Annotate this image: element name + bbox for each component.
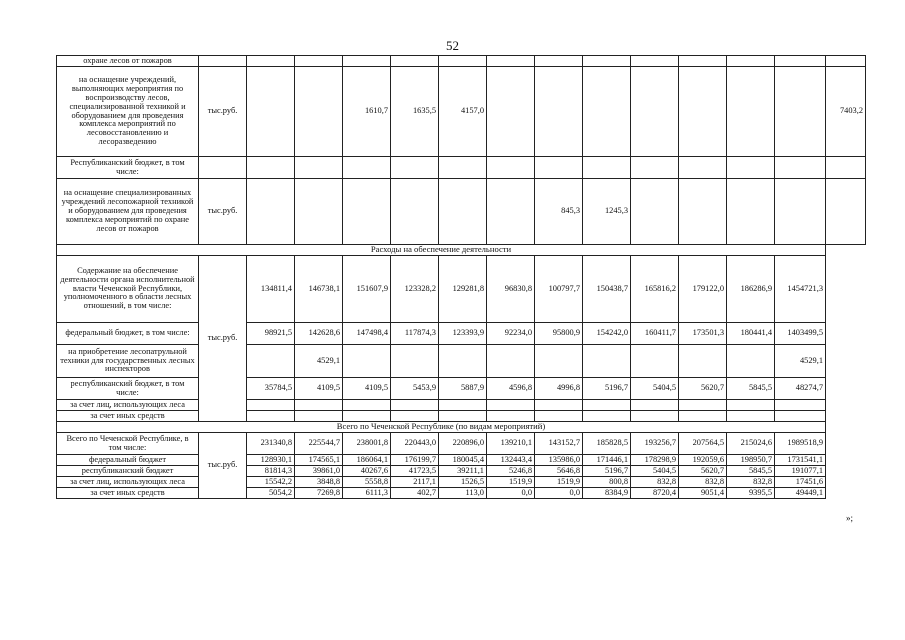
value-cell: 0,0: [535, 488, 583, 499]
table-row: [57, 455, 866, 466]
value-cell: [535, 157, 583, 179]
row-label: Всего по Чеченской Республике, в том числе:: [57, 433, 199, 455]
value-cell: 146738,1: [295, 256, 343, 323]
value-cell: [583, 56, 631, 67]
table-row: [57, 179, 866, 245]
value-cell: 2117,1: [391, 477, 439, 488]
value-cell: [583, 411, 631, 422]
value-cell: [775, 157, 826, 179]
value-cell: 5196,7: [583, 466, 631, 477]
row-label: на оснащение специализированных учреждений лесопожарной техникой и оборудованием для проведения комплекса мероприятий по охране лесов от пожаров: [57, 179, 199, 245]
table-row: [57, 157, 866, 179]
value-cell: 186286,9: [727, 256, 775, 323]
value-cell: [295, 179, 343, 245]
row-label: республиканский бюджет, в том числе:: [57, 378, 199, 400]
value-cell: [487, 56, 535, 67]
value-cell: 143152,7: [535, 433, 583, 455]
value-cell: 8720,4: [631, 488, 679, 499]
value-cell: [826, 157, 866, 179]
value-cell: 151607,9: [343, 256, 391, 323]
table-row: [57, 56, 866, 67]
value-cell: 1731541,1: [775, 455, 826, 466]
value-cell: [679, 411, 727, 422]
value-cell: [535, 67, 583, 157]
value-cell: 220443,0: [391, 433, 439, 455]
value-cell: [487, 67, 535, 157]
value-cell: 113,0: [439, 488, 487, 499]
value-cell: 95800,9: [535, 323, 583, 345]
value-cell: 5404,5: [631, 466, 679, 477]
value-cell: 165816,2: [631, 256, 679, 323]
value-cell: [343, 179, 391, 245]
section-header: Расходы на обеспечение деятельности: [57, 245, 826, 256]
value-cell: [391, 157, 439, 179]
value-cell: 800,8: [583, 477, 631, 488]
value-cell: [439, 411, 487, 422]
value-cell: [631, 67, 679, 157]
value-cell: [439, 56, 487, 67]
value-cell: [775, 400, 826, 411]
value-cell: 198950,7: [727, 455, 775, 466]
table-row: [57, 477, 866, 488]
value-cell: 5196,7: [583, 378, 631, 400]
value-cell: 5646,8: [535, 466, 583, 477]
value-cell: [679, 67, 727, 157]
table-row: [57, 400, 866, 411]
value-cell: 4157,0: [439, 67, 487, 157]
value-cell: 123328,2: [391, 256, 439, 323]
value-cell: [583, 345, 631, 378]
value-cell: [826, 56, 866, 67]
value-cell: 7269,8: [295, 488, 343, 499]
value-cell: [727, 56, 775, 67]
value-cell: 135986,0: [535, 455, 583, 466]
value-cell: 1519,9: [535, 477, 583, 488]
value-cell: 4109,5: [343, 378, 391, 400]
value-cell: [727, 411, 775, 422]
unit-cell: тыс.руб.: [199, 433, 247, 499]
budget-table: [56, 55, 866, 499]
value-cell: 5845,5: [727, 466, 775, 477]
value-cell: 5620,7: [679, 378, 727, 400]
value-cell: [775, 67, 826, 157]
value-cell: 215024,6: [727, 433, 775, 455]
value-cell: [247, 400, 295, 411]
row-label: охране лесов от пожаров: [57, 56, 199, 67]
value-cell: 191077,1: [775, 466, 826, 477]
value-cell: [727, 400, 775, 411]
value-cell: 832,8: [631, 477, 679, 488]
value-cell: 225544,7: [295, 433, 343, 455]
value-cell: 832,8: [727, 477, 775, 488]
value-cell: 5246,8: [487, 466, 535, 477]
table-row: [57, 256, 866, 323]
value-cell: 1526,5: [439, 477, 487, 488]
value-cell: [631, 411, 679, 422]
value-cell: 39211,1: [439, 466, 487, 477]
value-cell: 134811,4: [247, 256, 295, 323]
value-cell: [247, 179, 295, 245]
value-cell: [631, 56, 679, 67]
value-cell: [727, 345, 775, 378]
value-cell: [727, 179, 775, 245]
value-cell: 100797,7: [535, 256, 583, 323]
value-cell: [631, 157, 679, 179]
value-cell: 193256,7: [631, 433, 679, 455]
value-cell: 92234,0: [487, 323, 535, 345]
value-cell: 220896,0: [439, 433, 487, 455]
value-cell: [439, 400, 487, 411]
value-cell: [535, 56, 583, 67]
value-cell: [343, 400, 391, 411]
value-cell: [247, 56, 295, 67]
value-cell: 0,0: [487, 488, 535, 499]
value-cell: 1403499,5: [775, 323, 826, 345]
value-cell: [439, 179, 487, 245]
value-cell: [343, 345, 391, 378]
value-cell: [679, 56, 727, 67]
value-cell: 832,8: [679, 477, 727, 488]
value-cell: [487, 345, 535, 378]
value-cell: 128930,1: [247, 455, 295, 466]
value-cell: [775, 56, 826, 67]
value-cell: [679, 179, 727, 245]
row-label: на оснащение учреждений, выполняющих мероприятия по воспроизводству лесов, специализированной техникой и оборудованием для проведения комплекса мероприятий по лесовосстановлению и лесоразведению: [57, 67, 199, 157]
value-cell: 132443,4: [487, 455, 535, 466]
value-cell: [679, 400, 727, 411]
value-cell: [295, 411, 343, 422]
value-cell: [631, 179, 679, 245]
value-cell: 15542,2: [247, 477, 295, 488]
row-label: Содержание на обеспечение деятельности органа исполнительной власти Чеченской Республики, уполномоченного в области лесных отношений, в том числе:: [57, 256, 199, 323]
value-cell: 17451,6: [775, 477, 826, 488]
value-cell: [247, 411, 295, 422]
value-cell: [679, 157, 727, 179]
section-header: Всего по Чеченской Республике (по видам мероприятий): [57, 422, 826, 433]
value-cell: 3848,8: [295, 477, 343, 488]
table-row: [57, 67, 866, 157]
value-cell: [295, 56, 343, 67]
value-cell: 4596,8: [487, 378, 535, 400]
row-label: республиканский бюджет: [57, 466, 199, 477]
value-cell: [247, 157, 295, 179]
value-cell: [391, 56, 439, 67]
value-cell: 41723,5: [391, 466, 439, 477]
value-cell: 5887,9: [439, 378, 487, 400]
value-cell: [487, 400, 535, 411]
row-label: Республиканский бюджет, в том числе:: [57, 157, 199, 179]
value-cell: [535, 400, 583, 411]
table-row: [57, 466, 866, 477]
value-cell: [343, 411, 391, 422]
value-cell: 5845,5: [727, 378, 775, 400]
value-cell: 6111,3: [343, 488, 391, 499]
row-label: федеральный бюджет, в том числе:: [57, 323, 199, 345]
value-cell: 207564,5: [679, 433, 727, 455]
value-cell: [487, 179, 535, 245]
value-cell: [583, 67, 631, 157]
value-cell: 4996,8: [535, 378, 583, 400]
value-cell: 117874,3: [391, 323, 439, 345]
value-cell: [391, 345, 439, 378]
value-cell: [439, 345, 487, 378]
table-row: [57, 411, 866, 422]
table-row: [57, 433, 866, 455]
value-cell: 5054,2: [247, 488, 295, 499]
value-cell: [679, 345, 727, 378]
value-cell: 49449,1: [775, 488, 826, 499]
value-cell: [247, 345, 295, 378]
value-cell: 180441,4: [727, 323, 775, 345]
value-cell: [343, 56, 391, 67]
value-cell: 171446,1: [583, 455, 631, 466]
unit-cell: тыс.руб.: [199, 67, 247, 157]
value-cell: 150438,7: [583, 256, 631, 323]
value-cell: 147498,4: [343, 323, 391, 345]
value-cell: [727, 157, 775, 179]
value-cell: 186064,1: [343, 455, 391, 466]
value-cell: 123393,9: [439, 323, 487, 345]
value-cell: 402,7: [391, 488, 439, 499]
value-cell: 174565,1: [295, 455, 343, 466]
value-cell: 185828,5: [583, 433, 631, 455]
value-cell: [535, 345, 583, 378]
value-cell: 1519,9: [487, 477, 535, 488]
value-cell: 142628,6: [295, 323, 343, 345]
value-cell: 40267,6: [343, 466, 391, 477]
unit-cell: [199, 56, 247, 67]
value-cell: 129281,8: [439, 256, 487, 323]
section-row: [57, 422, 866, 433]
unit-cell: [199, 157, 247, 179]
value-cell: [775, 411, 826, 422]
value-cell: 1245,3: [583, 179, 631, 245]
value-cell: 5620,7: [679, 466, 727, 477]
row-label: за счет лиц, использующих леса: [57, 400, 199, 411]
value-cell: [295, 400, 343, 411]
value-cell: 5453,9: [391, 378, 439, 400]
table-row: [57, 323, 866, 345]
value-cell: 154242,0: [583, 323, 631, 345]
value-cell: 1635,5: [391, 67, 439, 157]
unit-cell: тыс.руб.: [199, 256, 247, 422]
value-cell: 231340,8: [247, 433, 295, 455]
page-number: 52: [446, 38, 459, 53]
value-cell: [391, 411, 439, 422]
value-cell: 238001,8: [343, 433, 391, 455]
value-cell: 160411,7: [631, 323, 679, 345]
table-row: [57, 488, 866, 499]
table-row: [57, 378, 866, 400]
value-cell: [583, 157, 631, 179]
value-cell: [487, 157, 535, 179]
closing-quote-mark: »;: [846, 513, 854, 523]
value-cell: 178298,9: [631, 455, 679, 466]
value-cell: 5558,8: [343, 477, 391, 488]
value-cell: 5404,5: [631, 378, 679, 400]
value-cell: [343, 157, 391, 179]
table-row: [57, 345, 866, 378]
value-cell: 8384,9: [583, 488, 631, 499]
row-label: федеральный бюджет: [57, 455, 199, 466]
value-cell: 4109,5: [295, 378, 343, 400]
value-cell: [775, 179, 826, 245]
unit-cell: тыс.руб.: [199, 179, 247, 245]
value-cell: 1610,7: [343, 67, 391, 157]
value-cell: 9051,4: [679, 488, 727, 499]
row-label: за счет иных средств: [57, 411, 199, 422]
value-cell: 1454721,3: [775, 256, 826, 323]
value-cell: 98921,5: [247, 323, 295, 345]
value-cell: 4529,1: [775, 345, 826, 378]
value-cell: [295, 157, 343, 179]
value-cell: [535, 411, 583, 422]
value-cell: 81814,3: [247, 466, 295, 477]
value-cell: 96830,8: [487, 256, 535, 323]
value-cell: 139210,1: [487, 433, 535, 455]
value-cell: 176199,7: [391, 455, 439, 466]
value-cell: 48274,7: [775, 378, 826, 400]
value-cell: [391, 179, 439, 245]
value-cell: 39861,0: [295, 466, 343, 477]
value-cell: [439, 157, 487, 179]
value-cell: [295, 67, 343, 157]
value-cell: 179122,0: [679, 256, 727, 323]
value-cell: [631, 400, 679, 411]
row-label: за счет лиц, использующих леса: [57, 477, 199, 488]
value-cell: [826, 179, 866, 245]
value-cell: 173501,3: [679, 323, 727, 345]
row-label: на приобретение лесопатрульной техники для государственных лесных инспекторов: [57, 345, 199, 378]
value-cell: 845,3: [535, 179, 583, 245]
value-cell: [391, 400, 439, 411]
value-cell: 1989518,9: [775, 433, 826, 455]
row-label: за счет иных средств: [57, 488, 199, 499]
value-cell: 192059,6: [679, 455, 727, 466]
value-cell: [631, 345, 679, 378]
value-cell: 7403,2: [826, 67, 866, 157]
value-cell: 35784,5: [247, 378, 295, 400]
value-cell: [487, 411, 535, 422]
value-cell: 4529,1: [295, 345, 343, 378]
value-cell: [583, 400, 631, 411]
value-cell: 9395,5: [727, 488, 775, 499]
value-cell: 180045,4: [439, 455, 487, 466]
value-cell: [727, 67, 775, 157]
value-cell: [247, 67, 295, 157]
section-row: [57, 245, 866, 256]
